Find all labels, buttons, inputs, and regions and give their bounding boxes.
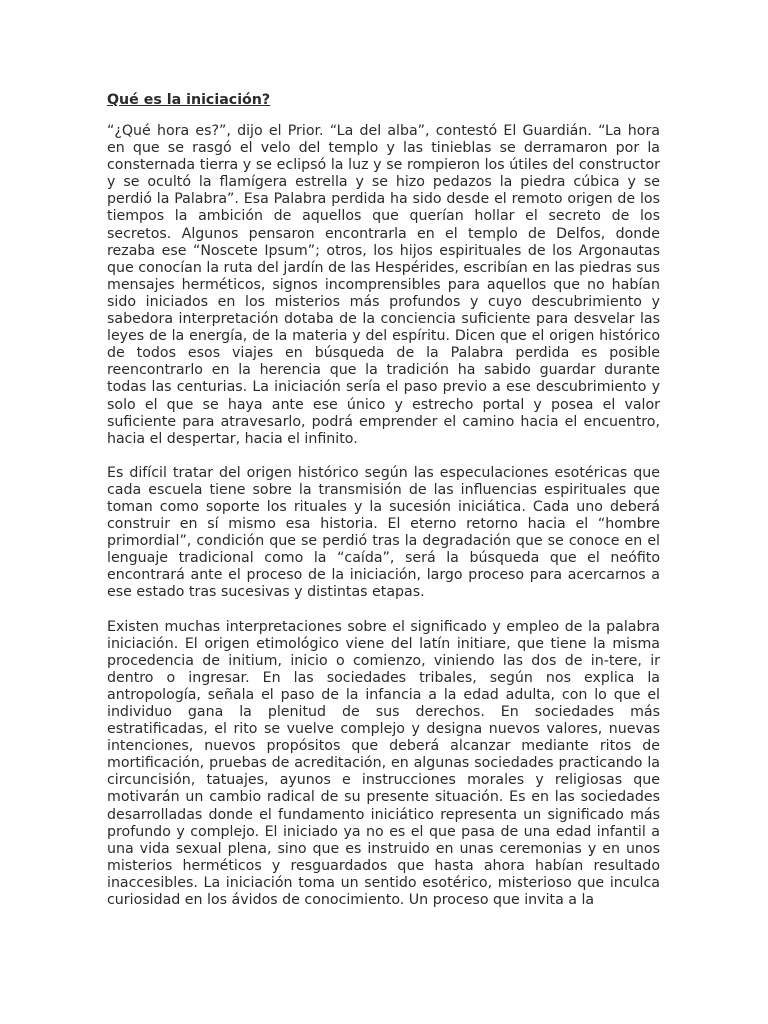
paragraph-3: Existen muchas interpretaciones sobre el significado y empleo de la palabra iniciación. El origen etimológico viene del latín initiare, que tiene la misma procedencia de initium, inicio o comienzo, viniendo las dos de in-tere, ir dentro o ingresar. En las sociedades tribales, según nos explica la antropología, señala el paso de la infancia a la edad adulta, con lo que el individuo gana la plenitud de sus derechos. En sociedades más estratificadas, el rito se vuelve complejo y designa nuevos valores, nuevas intenciones, nuevos propósitos que deberá alcanzar mediante ritos de mortificación, pruebas de acreditación, en algunas sociedades practicando la circuncisión, tatuajes, ayunos e instrucciones morales y religiosas que motivarán un cambio radical de su presente situación. Es en las sociedades desarrolladas donde el fundamento iniciático representa un significado más profundo y complejo. El iniciado ya no es el que pasa de una edad infantil a una vida sexual plena, sino que es instruido en unas ceremonias y en unos misterios herméticos y resguardados que hasta ahora habían resultado inaccesibles. La iniciación toma un sentido esotérico, misterioso que inculca curiosidad en los ávidos de conocimiento. Un proceso que invita a la bbox=[107, 618, 660, 909]
document-body bbox=[107, 92, 660, 909]
paragraph-1: “¿Qué hora es?”, dijo el Prior. “La del alba”, contestó El Guardián. “La hora en que se rasgó el velo del templo y las tinieblas se derramaron por la consternada tierra y se eclipsó la luz y se rompieron los útiles del constructor y se ocultó la flamígera estrella y se hizo pedazos la piedra cúbica y se perdió la Palabra”. Esa Palabra perdida ha sido desde el remoto origen de los tiempos la ambición de aquellos que querían hollar el secreto de los secretos. Algunos pensaron encontrarla en el templo de Delfos, donde rezaba ese “Noscete Ipsum”; otros, los hijos espirituales de los Argonautas que conocían la ruta del jardín de las Hespérides, escribían en las piedras sus mensajes herméticos, signos incomprensibles para aquellos que no habían sido iniciados en los misterios más profundos y cuyo descubrimiento y sabedora interpretación dotaba de la conciencia suficiente para desvelar las leyes de la energía, de la materia y del espíritu. Dicen que el origen histórico de todos esos viajes en búsqueda de la Palabra perdida es posible reencontrarlo en la herencia que la tradición ha sabido guardar durante todas las centurias. La iniciación sería el paso previo a ese descubrimiento y solo el que se haya ante ese único y estrecho portal y posea el valor suficiente para atravesarlo, podrá emprender el camino hacia el encuentro, hacia el despertar, hacia el infinito. bbox=[107, 123, 660, 447]
document-title: Qué es la iniciación? bbox=[107, 92, 271, 108]
paragraph-2: Es difícil tratar del origen histórico según las especulaciones esotéricas que cada escuela tiene sobre la transmisión de las influencias espirituales que toman como soporte los rituales y la sucesión iniciática. Cada uno deberá construir en sí mismo esa historia. El eterno retorno hacia el “hombre primordial”, condición que se perdió tras la degradación que se conoce en el lenguaje tradicional como la “caída”, será la búsqueda que el neófito encontrará ante el proceso de la iniciación, largo proceso para acercarnos a ese estado tras sucesivas y distintas etapas. bbox=[107, 464, 660, 601]
